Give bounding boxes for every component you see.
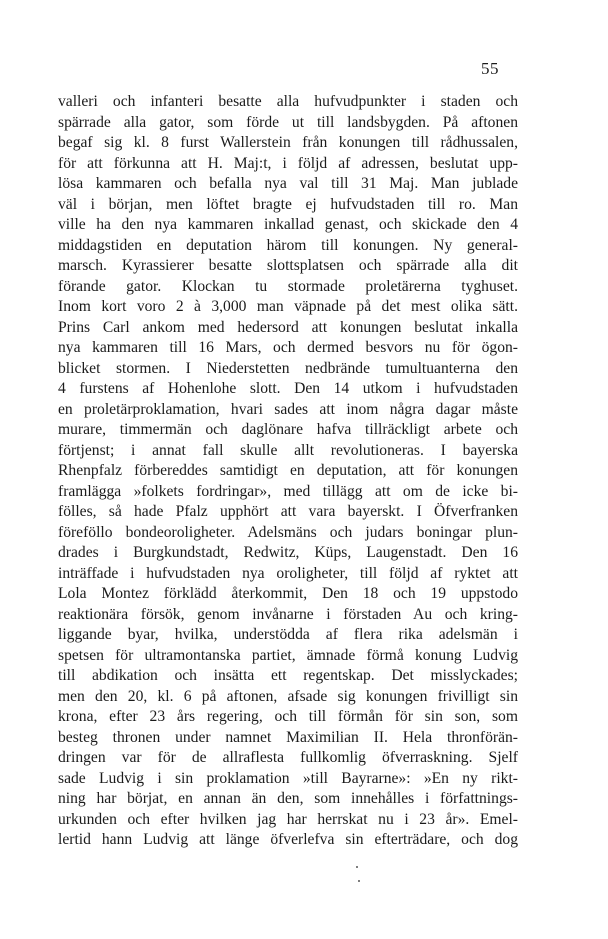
text-line: väl i början, men löftet bragte ej hufvudstaden till ro. Man: [58, 195, 518, 213]
text-line: fölles, så hade Pfalz upphört att vara bayerskt. I Öfverfranken: [58, 503, 518, 520]
text-line: reaktionära försök, genom invånarne i förstaden Au och kring-: [58, 605, 518, 623]
text-line: till abdikation och insätta ett regentskap. Det misslyckades;: [58, 667, 518, 684]
text-line: begaf sig kl. 8 furst Wallerstein från konungen till rådhussalen,: [58, 134, 518, 151]
text-line: middagstiden en deputation härom till konungen. Ny general-: [58, 236, 518, 254]
text-line: krona, efter 23 års regering, och till förmån för sin son, som: [58, 708, 518, 725]
text-line: Inom kort voro 2 à 3,000 man väpnade på det mest olika sätt.: [58, 298, 518, 315]
text-line: Lola Montez förklädd återkommit, Den 18 och 19 uppstodo: [58, 585, 518, 602]
text-line: framlägga »folkets fordringar», med tillägg att om de icke bi-: [58, 482, 518, 500]
text-line: spetsen för ultramontanska partiet, ämnade förmå konung Ludvig: [58, 646, 518, 664]
text-line: liggande byar, hvilka, understödda af flera rika adelsmän i: [58, 626, 518, 643]
print-speck: [358, 880, 360, 882]
text-line: för att förkunna att H. Maj:t, i följd af adressen, beslutat upp-: [58, 154, 518, 172]
text-line: dringen var för de allraflesta fullkomlig öfverraskning. Sjelf: [58, 749, 518, 766]
text-line: ning har börjat, en annan än den, som innehålles i författnings-: [58, 790, 518, 807]
text-line: 4 furstens af Hohenlohe slott. Den 14 utkom i hufvudstaden: [58, 380, 518, 397]
text-line: sade Ludvig i sin proklamation »till Bayrarne»: »En ny rikt-: [58, 769, 518, 787]
text-line: besteg thronen under namnet Maximilian II. Hela thronförän-: [58, 728, 518, 746]
text-line: valleri och infanteri besatte alla hufvudpunkter i staden och: [58, 93, 518, 110]
text-line: spärrade alla gator, som förde ut till landsbygden. På aftonen: [58, 113, 518, 131]
page-number: 55: [481, 59, 499, 78]
text-line: drades i Burgkundstadt, Redwitz, Küps, Laugenstadt. Den 16: [58, 544, 518, 561]
text-line: förtjenst; i annat fall skulle allt revolutioneras. I bayerska: [58, 441, 518, 459]
body-text: [58, 92, 518, 851]
text-line: förande gator. Klockan tu stormade proletärerna tyghuset.: [58, 277, 518, 295]
text-line: nya kammaren till 16 Mars, och dermed besvors nu för ögon-: [58, 339, 518, 356]
text-line: en proletärproklamation, hvari sades att inom några dagar måste: [58, 400, 518, 418]
text-line: lertid hann Ludvig att länge öfverlefva sin efterträdare, och dog: [58, 831, 518, 848]
text-line: murare, timmermän och daglönare hafva tillräckligt arbete och: [58, 421, 518, 438]
text-line: men den 20, kl. 6 på aftonen, afsade sig konungen frivilligt sin: [58, 687, 518, 705]
text-line: blicket stormen. I Niederstetten nedbrände tumultuanterna den: [58, 359, 518, 377]
text-line: Prins Carl ankom med hedersord att konungen beslutat inkalla: [58, 318, 518, 336]
text-line: inträffade i hufvudstaden nya oroligheter, till följd af ryktet att: [58, 564, 518, 582]
text-line: marsch. Kyrassierer besatte slottsplatsen och spärrade alla dit: [58, 257, 518, 274]
text-line: föreföllo bondeoroligheter. Adelsmäns och judars boningar plun-: [58, 523, 518, 541]
text-line: lösa kammaren och befalla nya val till 31 Maj. Man jublade: [58, 175, 518, 192]
text-line: ville ha den nya kammaren inkallad genast, och skickade den 4: [58, 216, 518, 233]
text-line: Rhenpfalz förbereddes samtidigt en deputation, att för konungen: [58, 462, 518, 479]
text-line: urkunden och efter hvilken jag har herrskat nu i 23 år». Emel-: [58, 810, 518, 828]
print-speck: [356, 866, 358, 868]
